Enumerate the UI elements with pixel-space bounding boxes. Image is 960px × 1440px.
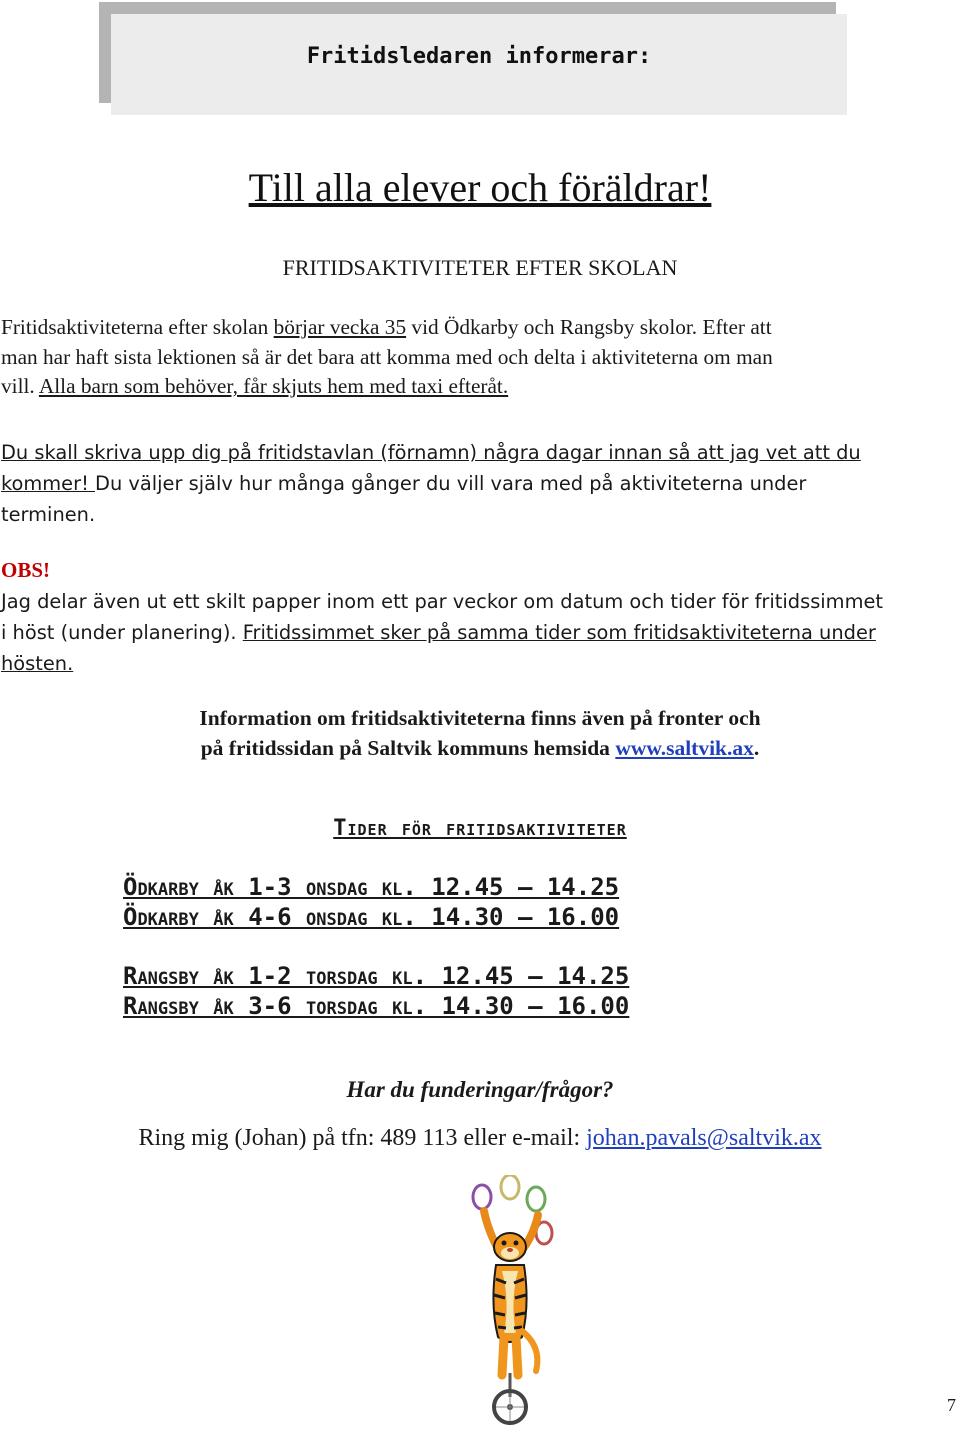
header-title: Fritidsledaren informerar: <box>306 44 652 69</box>
obs-label: OBS! <box>1 558 51 582</box>
start-week-text: börjar vecka 35 <box>273 315 407 339</box>
main-title: Till alla elever och föräldrar! <box>248 165 712 210</box>
contact-line: Ring mig (Johan) på tfn: 489 113 eller e-mail: johan.pavals@saltvik.ax <box>138 1125 822 1151</box>
subheading: FRITIDSAKTIVITETER EFTER SKOLAN <box>282 255 678 280</box>
info-line-1: Information om fritidsaktiviteterna finns även på fronter och <box>199 706 761 730</box>
website-link[interactable]: www.saltvik.ax <box>615 736 754 760</box>
paragraph-2-line-2: kommer! Du väljer själv hur många gånger du vill vara med på aktiviteterna under <box>1 472 807 495</box>
paragraph-3-line-2: i höst (under planering). Fritidssimmet sker på samma tider som fritidsaktiviteterna under <box>1 621 876 644</box>
paragraph-3-line-1: Jag delar även ut ett skilt papper inom ett par veckor om datum och tider för fritidssimmet <box>1 590 883 613</box>
paragraph-1-line-1: Fritidsaktiviteterna efter skolan börjar vecka 35 vid Ödkarby och Rangsby skolor. Efter att <box>1 315 772 339</box>
question-heading: Har du funderingar/frågor? <box>346 1077 614 1102</box>
header-box <box>111 14 847 115</box>
schedule-line: Rangsby åk 1-2 torsdag kl. 12.45 – 14.25 <box>123 962 630 990</box>
schedule-line: Ödkarby åk 1-3 onsdag kl. 12.45 – 14.25 <box>123 873 620 901</box>
paragraph-1 <box>1 313 959 402</box>
schedule-line: Ödkarby åk 4-6 onsdag kl. 14.30 – 16.00 <box>123 903 620 931</box>
info-block <box>0 703 960 763</box>
tigger-juggling-illustration <box>460 1175 560 1427</box>
paragraph-2-line-3: terminen. <box>1 503 96 526</box>
paragraph-2-line-1: Du skall skriva upp dig på fritidstavlan (förnamn) några dagar innan så att jag vet att du <box>1 441 861 464</box>
schedule-title: Tider för fritidsaktiviteter <box>333 816 627 841</box>
taxi-text: Alla barn som behöver, får skjuts hem med taxi efteråt. <box>38 374 509 399</box>
paragraph-1-line-2: man har haft sista lektionen så är det bara att komma med och delta i aktiviteterna om man <box>1 344 773 369</box>
email-link[interactable]: johan.pavals@saltvik.ax <box>586 1125 822 1151</box>
schedule-line: Rangsby åk 3-6 torsdag kl. 14.30 – 16.00 <box>123 992 630 1020</box>
paragraph-3 <box>1 586 959 679</box>
paragraph-2 <box>1 437 959 530</box>
paragraph-3-line-3: hösten. <box>1 652 74 675</box>
page-number: 7 <box>947 1395 956 1415</box>
paragraph-1-line-3: vill. Alla barn som behöver, får skjuts hem med taxi efteråt. <box>1 374 509 399</box>
info-line-2: på fritidssidan på Saltvik kommuns hemsida www.saltvik.ax. <box>200 736 760 760</box>
